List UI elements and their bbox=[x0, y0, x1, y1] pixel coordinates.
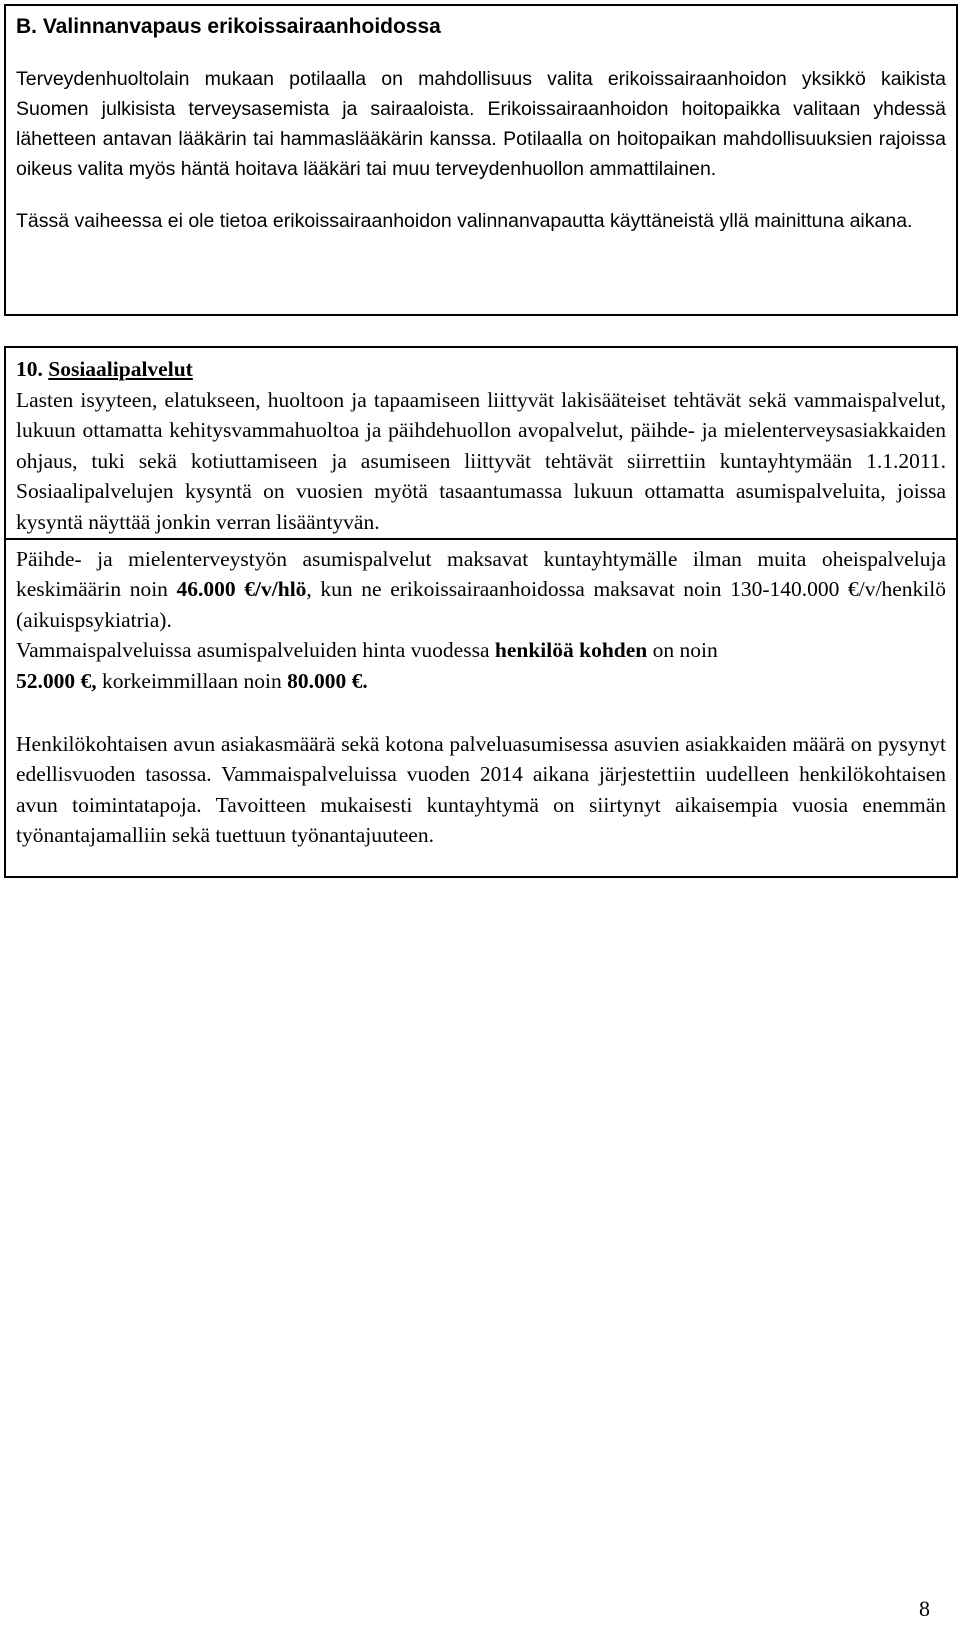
section-10-number: 10. bbox=[16, 357, 43, 381]
cost-2-amount: 52.000 €, bbox=[16, 668, 97, 693]
cost-1-amount: 46.000 €/v/hlö bbox=[176, 577, 307, 602]
cost-1-text-end: , kun ne erikoissairaanhoidossa maksavat noin 130-140.000 €/v/henkilö (aikuispsykiatria). bbox=[16, 577, 946, 632]
section-b-paragraph-2: Tässä vaiheessa ei ole tietoa erikoissairaanhoidon valinnanvapautta käyttäneistä yllä mainittuna aikana. bbox=[16, 210, 913, 232]
section-10-intro-block bbox=[6, 348, 956, 538]
cost-2-max-amount: 80.000 €. bbox=[287, 668, 368, 693]
cost-block bbox=[6, 540, 956, 697]
cost-2-text-mid: on noin bbox=[647, 638, 718, 663]
cost-2-bold-per-person: henkilöä kohden bbox=[494, 638, 648, 663]
section-b-heading: B. Valinnanvapaus erikoissairaanhoidossa bbox=[16, 15, 441, 38]
section-b-paragraph-1: Terveydenhuoltolain mukaan potilaalla on mahdollisuus valita erikoissairaanhoidon yksikkö kaikista Suomen julkisista terveysasemista ja sairaaloista. Erikoissairaanhoidon hoitopaikka valitaan yhdessä lähetteen antavan lääkärin tai hammaslääkärin kanssa. Potilaalla on hoitopaikan mahdollisuuksien rajoissa oikeus valita myös häntä hoitava lääkäri tai muu terveydenhuollon ammattilainen. bbox=[16, 68, 946, 180]
cost-2-text: Vammaispalveluissa asumispalveluiden hinta vuodessa bbox=[16, 638, 495, 663]
section-b-box bbox=[4, 4, 958, 316]
page-number: 8 bbox=[919, 1596, 930, 1621]
cost-paragraph-2 bbox=[16, 635, 946, 696]
section-10-intro: Lasten isyyteen, elatukseen, huoltoon ja tapaamiseen liittyvät lakisääteiset tehtävät sekä vammaispalvelut, lukuun ottamatta kehitysvammahuoltoa ja päihdehuollon avopalvelut, päihde- ja mielenterveysasiakkaiden ohjaus, tuki sekä kotiuttamiseen ja asumiseen liittyvät tehtävät siirrettiin kuntayhtymään 1.1.2011. Sosiaalipalvelujen kysyntä on vuosien myötä tasaantumassa lukuun ottamatta asumispalveluita, joissa kysyntä näyttää jonkin verran lisääntyvän. bbox=[16, 387, 946, 534]
final-block bbox=[6, 729, 956, 851]
section-10-heading bbox=[16, 354, 946, 385]
final-paragraph: Henkilökohtaisen avun asiakasmäärä sekä kotona palveluasumisessa asuvien asiakkaiden määrä on pysynyt edellisvuoden tasossa. Vammaispalveluissa vuoden 2014 aikana järjestettiin uudelleen henkilökohtaisen avun toimintatapoja. Tavoitteen mukaisesti kuntayhtymä on siirtynyt aikaisempia vuosia enemmän työnantajamalliin sekä tuettuun työnantajuuteen. bbox=[16, 731, 946, 848]
cost-paragraph-1 bbox=[16, 544, 946, 636]
section-10-title: Sosiaalipalvelut bbox=[48, 357, 193, 381]
section-10-box bbox=[4, 346, 958, 878]
cost-2-text-max: korkeimmillaan noin bbox=[96, 668, 288, 693]
cost-1-text: Päihde- ja mielenterveystyön asumispalvelut maksavat kuntayhtymälle ilman muita oheispalveluja keskimäärin noin bbox=[16, 546, 946, 602]
